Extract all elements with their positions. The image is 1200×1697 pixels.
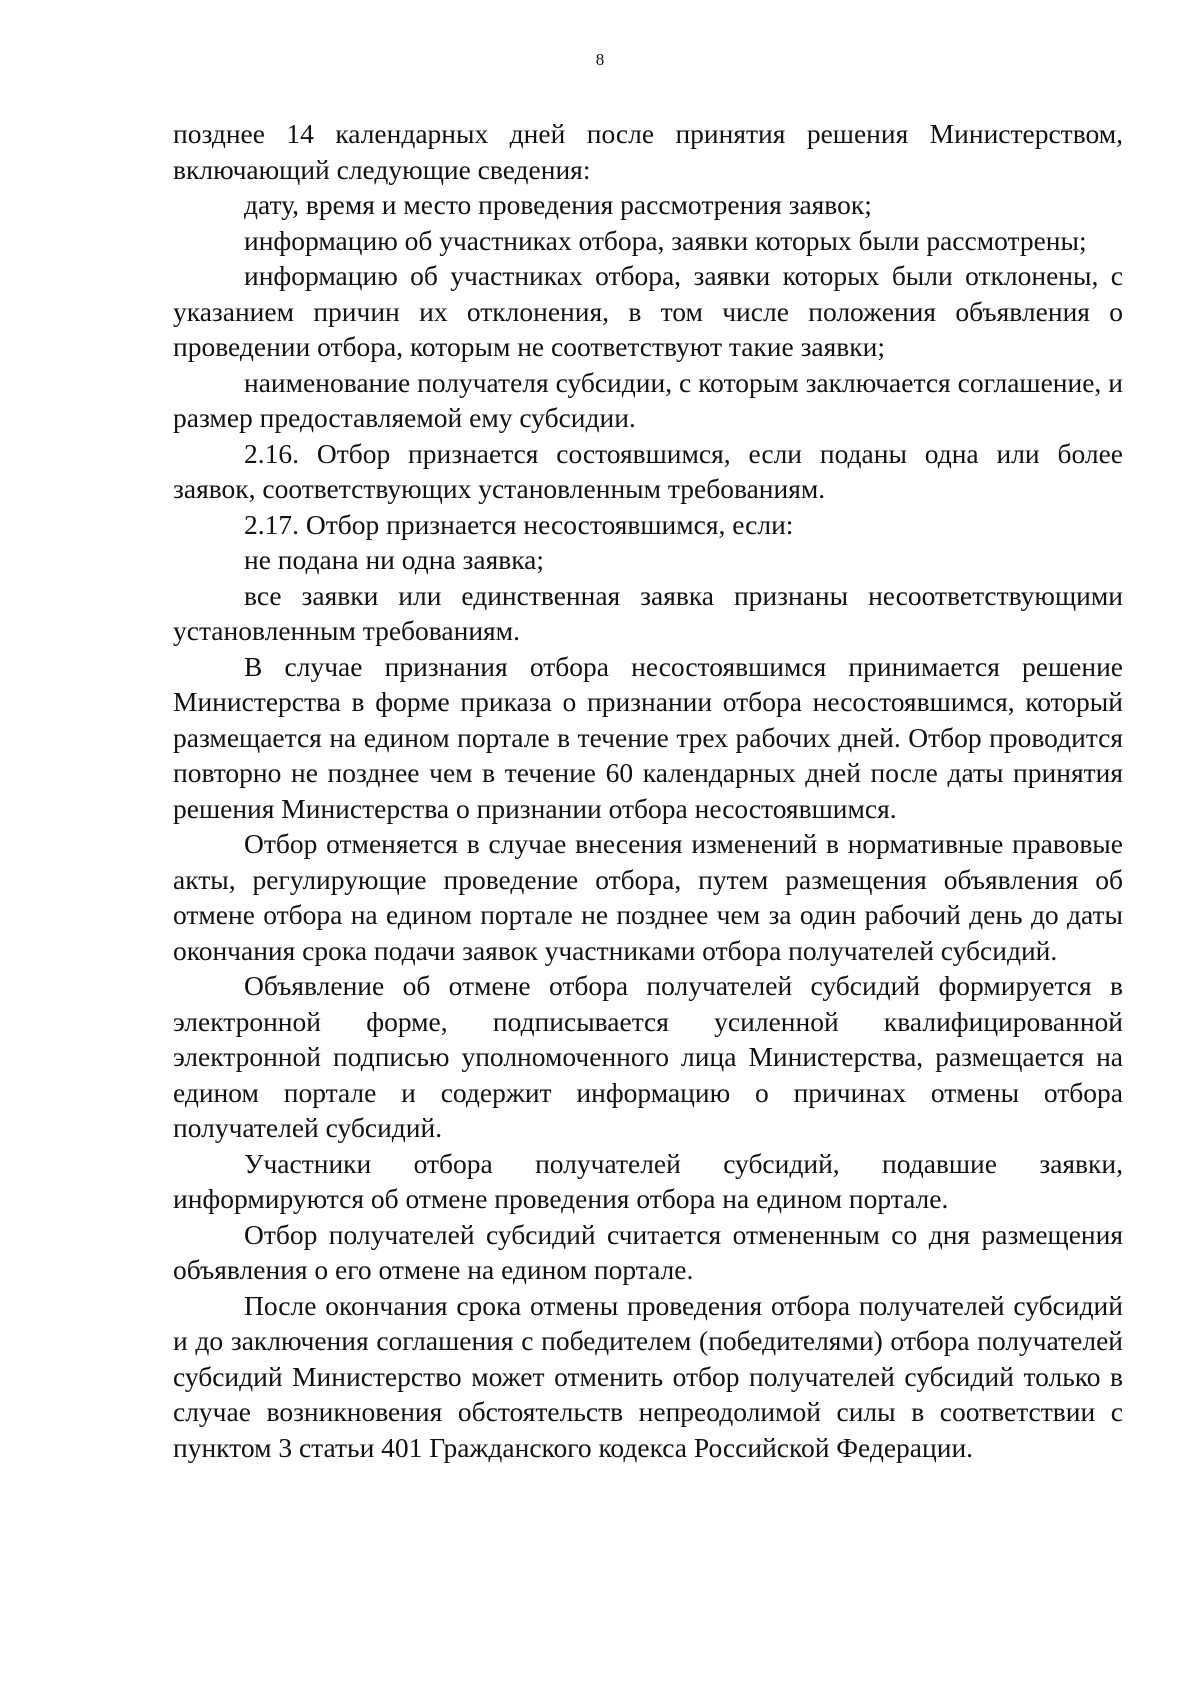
list-item-date-time-place: дату, время и место проведения рассмотрения заявок; bbox=[244, 189, 872, 220]
paragraph-continuation: позднее 14 календарных дней после принятия решения Министерством, включающий следующие сведения: bbox=[173, 118, 1123, 185]
list-item-recipient-name: наименование получателя субсидии, с которым заключается соглашение, и размер предоставляемой ему субсидии. bbox=[173, 366, 1123, 433]
paragraph-cancellation: Отбор отменяется в случае внесения изменений в нормативные правовые акты, регулирующие проведение отбора, путем размещения объявления об отмене отбора на едином портале не позднее чем за один рабочий день до даты окончания срока подачи заявок участниками отбора получателей субсидий. bbox=[173, 828, 1123, 966]
paragraph-participants-informed: Участники отбора получателей субсидий, подавшие заявки, информируются об отмене проведения отбора на едином портале. bbox=[173, 1147, 1123, 1214]
clause-2-16: 2.16. Отбор признается состоявшимся, если поданы одна или более заявок, соответствующих установленным требованиям. bbox=[173, 437, 1123, 504]
list-item-no-application: не подана ни одна заявка; bbox=[244, 544, 545, 575]
paragraph-force-majeure: После окончания срока отмены проведения отбора получателей субсидий и до заключения соглашения с победителем (победителями) отбора получателей субсидий Министерство может отменить отбор получателей субсидий только в случае возникновения обстоятельств непреодолимой силы в соответствии с пунктом 3 статьи 401 Гражданского кодекса Российской Федерации. bbox=[173, 1289, 1123, 1463]
document-body bbox=[173, 116, 1123, 1465]
list-item-rejected-participants: информацию об участниках отбора, заявки которых были отклонены, с указанием причин их отклонения, в том числе положения объявления о проведении отбора, которым не соответствуют такие заявки; bbox=[173, 260, 1123, 362]
list-item-all-rejected: все заявки или единственная заявка признаны несоответствующими установленным требованиям. bbox=[173, 579, 1123, 646]
paragraph-cancellation-notice: Объявление об отмене отбора получателей субсидий формируется в электронной форме, подписывается усиленной квалифицированной электронной подписью уполномоченного лица Министерства, размещается на едином портале и содержит информацию о причинах отмены отбора получателей субсидий. bbox=[173, 970, 1123, 1143]
list-item-reviewed-participants: информацию об участниках отбора, заявки которых были рассмотрены; bbox=[244, 224, 1087, 256]
clause-2-17: 2.17. Отбор признается несостоявшимся, если: bbox=[244, 508, 794, 540]
page-number: 8 bbox=[595, 50, 605, 69]
paragraph-failed-selection: В случае признания отбора несостоявшимся принимается решение Министерства в форме приказа о признании отбора несостоявшимся, который размещается на едином портале в течение трех рабочих дней. Отбор проводится повторно не позднее чем в течение 60 календарных дней после даты принятия решения Министерства о признании отбора несостоявшимся. bbox=[173, 650, 1123, 824]
paragraph-cancellation-date: Отбор получателей субсидий считается отмененным со дня размещения объявления о его отмене на едином портале. bbox=[173, 1218, 1123, 1285]
